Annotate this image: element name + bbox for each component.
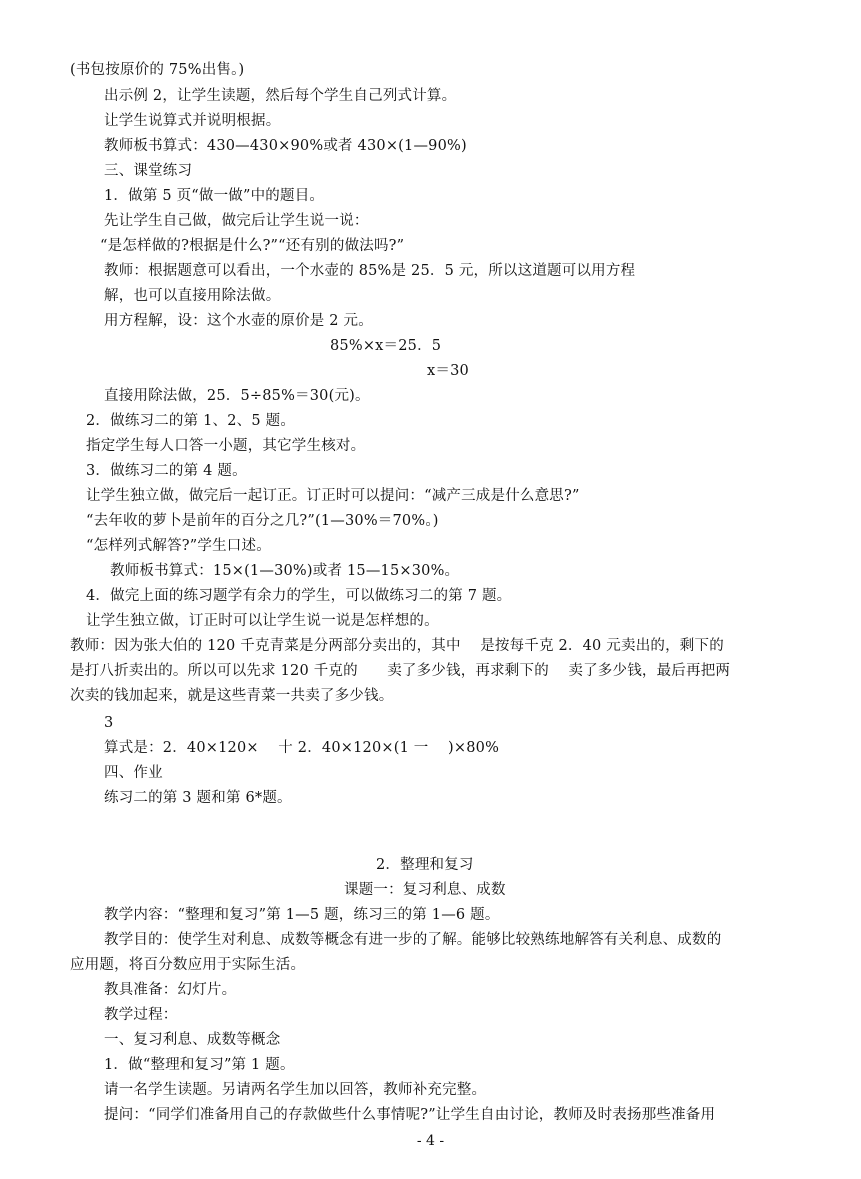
text-line: 指定学生每人口答一小题，其它学生核对。 (86, 438, 366, 454)
text-line: 4．做完上面的练习题学有余力的学生，可以做练习二的第 7 题。 (86, 588, 512, 604)
text-line: 教师板书算式：430—430×90%或者 430×(1—90%) (104, 138, 467, 154)
page-number: - 4 - (416, 1133, 445, 1149)
text-line: 练习二的第 3 题和第 6*题。 (104, 790, 292, 806)
text-line: 教师：因为张大伯的 120 千克青菜是分两部分卖出的，其中 是按每千克 2．40 元卖出的，剩下的 (70, 638, 724, 654)
text-line: 教具准备：幻灯片。 (104, 982, 237, 998)
chapter-title: 2．整理和复习 (376, 857, 474, 873)
text-line: 教学内容：“整理和复习”第 1—5 题，练习三的第 1—6 题。 (104, 907, 500, 923)
equation-line: x＝30 (427, 363, 469, 379)
text-line: 3．做练习二的第 4 题。 (86, 463, 247, 479)
text-line: 解，也可以直接用除法做。 (104, 288, 281, 304)
text-line: (书包按原价的 75%出售。) (70, 62, 245, 78)
section-heading: 三、课堂练习 (104, 163, 193, 179)
text-line: 3 (104, 715, 114, 731)
text-line: 教师：根据题意可以看出，一个水壶的 85%是 25．5 元，所以这道题可以用方程 (104, 263, 636, 279)
section-heading: 一、复习利息、成数等概念 (104, 1032, 281, 1048)
text-line: 教师板书算式：15×(1—30%)或者 15—15×30%。 (110, 563, 460, 579)
equation-line: 85%×x＝25．5 (330, 338, 442, 354)
text-line: 2．做练习二的第 1、2、5 题。 (86, 413, 296, 429)
text-line: 次卖的钱加起来，就是这些青菜一共卖了多少钱。 (70, 688, 394, 704)
text-line: 出示例 2，让学生读题，然后每个学生自己列式计算。 (104, 88, 457, 104)
text-line: 直接用除法做，25．5÷85%＝30(元)。 (104, 388, 370, 404)
section-heading: 四、作业 (104, 765, 163, 781)
text-line: 请一名学生读题。另请两名学生加以回答，教师补充完整。 (104, 1082, 487, 1098)
text-line: 1．做“整理和复习”第 1 题。 (104, 1057, 295, 1073)
text-line: “去年收的萝卜是前年的百分之几?”(1—30%＝70%。) (86, 513, 439, 529)
text-line: 先让学生自己做，做完后让学生说一说： (104, 213, 369, 229)
text-line: 提问：“同学们准备用自己的存款做些什么事情呢?”让学生自由讨论，教师及时表扬那些准备用 (104, 1107, 716, 1123)
text-line: 教学过程： (104, 1007, 178, 1023)
lesson-title: 课题一：复习利息、成数 (344, 882, 506, 898)
text-line: 教学目的：使学生对利息、成数等概念有进一步的了解。能够比较熟练地解答有关利息、成数的 (104, 932, 722, 948)
text-line: “是怎样做的?根据是什么?”“还有别的做法吗?” (100, 238, 405, 254)
text-line: 让学生说算式并说明根据。 (104, 113, 281, 129)
text-line: 算式是：2．40×120× 十 2．40×120×(1 一 )×80% (104, 740, 500, 756)
text-line: 用方程解，设：这个水壶的原价是 2 元。 (104, 313, 373, 329)
text-line: 让学生独立做，做完后一起订正。订正时可以提问：“减产三成是什么意思?” (86, 488, 580, 504)
text-line: 让学生独立做，订正时可以让学生说一说是怎样想的。 (86, 613, 439, 629)
text-line: 应用题，将百分数应用于实际生活。 (70, 957, 306, 973)
text-line: “怎样列式解答?”学生口述。 (86, 538, 271, 554)
text-line: 1．做第 5 页“做一做”中的题目。 (104, 188, 325, 204)
text-line: 是打八折卖出的。所以可以先求 120 千克的 卖了多少钱，再求剩下的 卖了多少钱，最后再把两 (70, 663, 731, 679)
